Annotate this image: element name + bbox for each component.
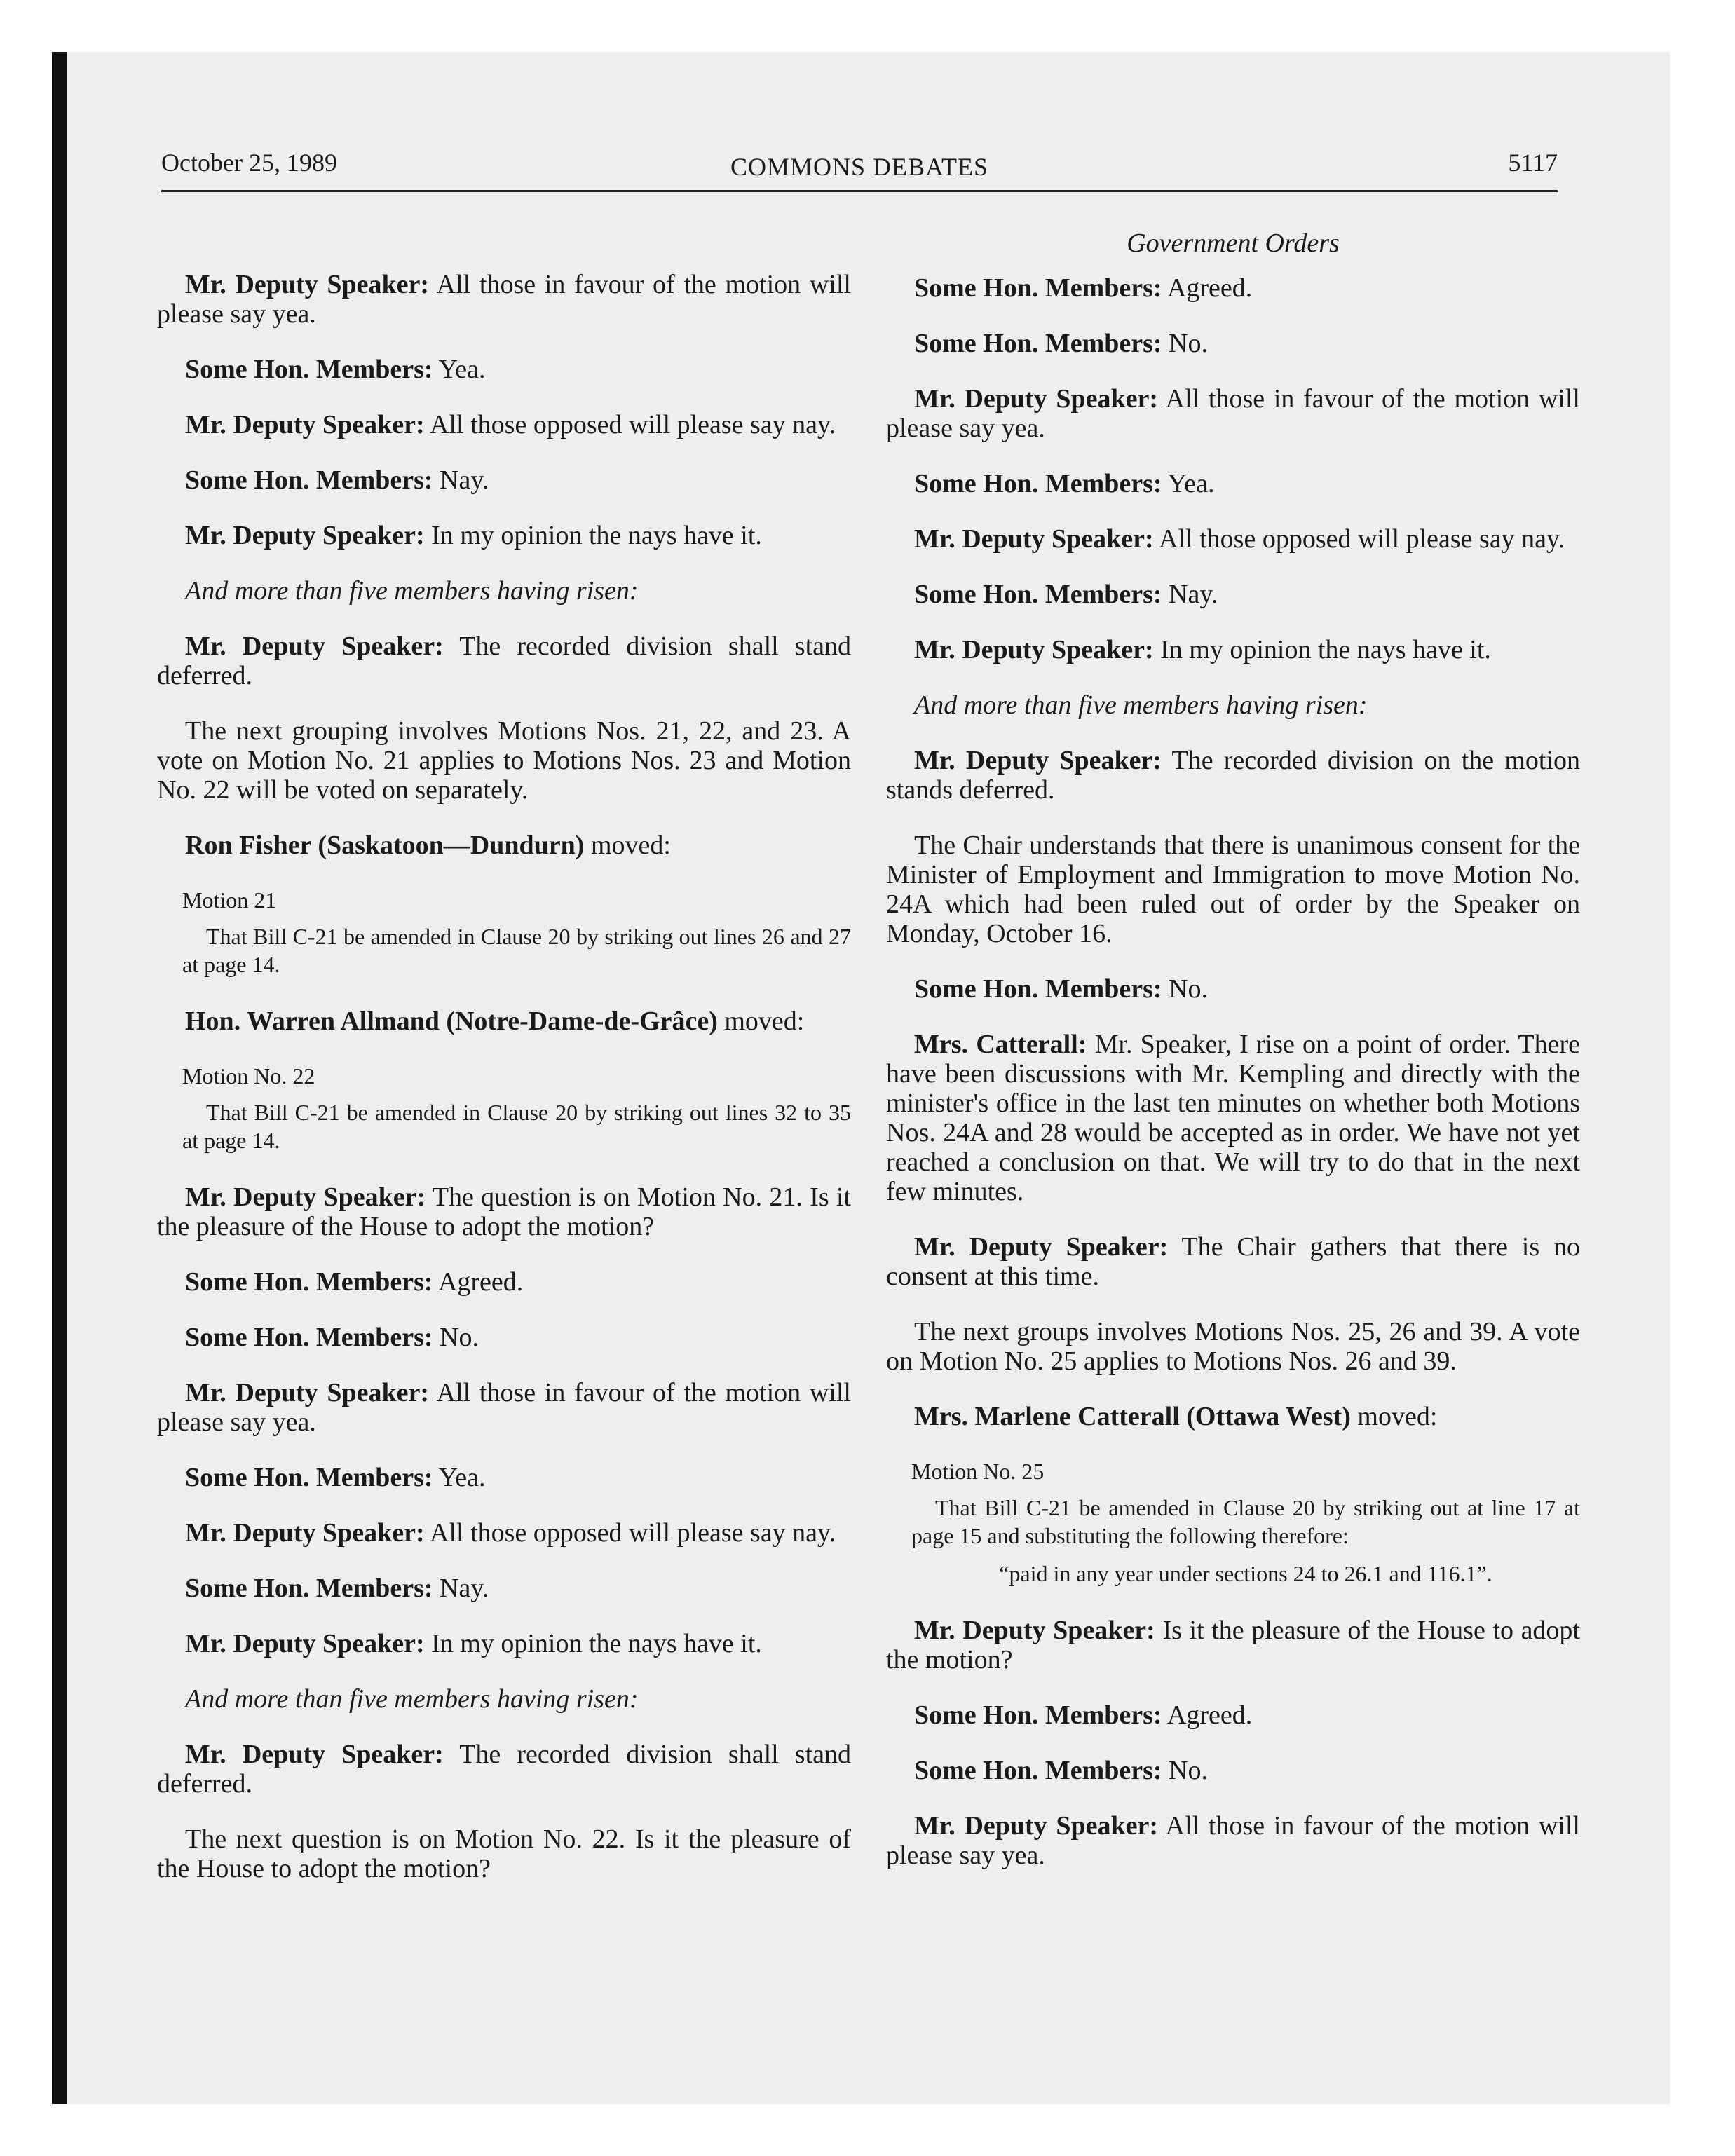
speech-paragraph	[886, 1232, 1580, 1291]
body-paragraph: The Chair understands that there is unanimous consent for the Minister of Employment and Immigration to move Motion No. 24A which had been ruled out of order by the Speaker on Monday, October 16.	[886, 831, 1580, 948]
speaker-name: Some Hon. Members:	[185, 355, 433, 384]
speech-paragraph	[886, 469, 1580, 498]
speech-text: Nay.	[433, 465, 489, 495]
speech-text: The recorded division on the motion stands deferred.	[886, 746, 1580, 805]
page-header	[161, 144, 1558, 192]
speaker-name: Some Hon. Members:	[914, 1700, 1162, 1730]
procedural-note: And more than five members having risen:	[185, 576, 639, 606]
speech-text: Agreed.	[1162, 273, 1253, 303]
speech-paragraph	[157, 1378, 851, 1437]
speech-paragraph	[886, 329, 1580, 358]
speech-paragraph	[157, 831, 851, 860]
speech-paragraph	[886, 580, 1580, 609]
speaker-name: Mrs. Marlene Catterall (Ottawa West)	[914, 1402, 1351, 1431]
speech-text: In my opinion the nays have it.	[1153, 635, 1491, 664]
speaker-name: Mr. Deputy Speaker:	[185, 1378, 430, 1407]
header-date: October 25, 1989	[161, 149, 337, 177]
speaker-name: Mr. Deputy Speaker:	[914, 1232, 1169, 1262]
right-column	[886, 273, 1580, 1896]
header-page-number: 5117	[1508, 149, 1558, 177]
motion-label: Motion No. 25	[911, 1459, 1045, 1484]
speaker-name: Mr. Deputy Speaker:	[185, 1629, 425, 1658]
speech-paragraph	[157, 1463, 851, 1492]
motion-text: That Bill C-21 be amended in Clause 20 by striking out lines 26 and 27 at page 14.	[182, 924, 851, 977]
speaker-name: Hon. Warren Allmand (Notre-Dame-de-Grâce)	[185, 1007, 718, 1036]
speech-text: moved:	[584, 831, 671, 860]
speech-paragraph	[157, 521, 851, 550]
speech-text: moved:	[717, 1007, 805, 1036]
speaker-name: Mr. Deputy Speaker:	[185, 1182, 426, 1212]
speech-text: The Chair gathers that there is no consent at this time.	[886, 1232, 1580, 1291]
speech-text: No.	[433, 1323, 479, 1352]
speaker-name: Some Hon. Members:	[185, 1267, 433, 1297]
running-head: Government Orders	[1127, 228, 1340, 258]
speaker-name: Mr. Deputy Speaker:	[185, 632, 444, 661]
speaker-name: Mr. Deputy Speaker:	[185, 521, 425, 550]
speech-paragraph	[157, 1574, 851, 1603]
speaker-name: Some Hon. Members:	[914, 580, 1162, 609]
speaker-name: Some Hon. Members:	[914, 273, 1162, 303]
speech-paragraph	[157, 270, 851, 329]
speech-text: Yea.	[433, 1463, 486, 1492]
speech-paragraph	[157, 1518, 851, 1548]
speaker-name: Mr. Deputy Speaker:	[185, 1740, 444, 1769]
speech-text: The question is on Motion No. 21. Is it the pleasure of the House to adopt the motion?	[157, 1182, 851, 1241]
speech-paragraph	[157, 1007, 851, 1036]
speech-text: All those in favour of the motion will please say yea.	[886, 384, 1580, 443]
speech-paragraph	[157, 355, 851, 384]
speech-paragraph	[157, 410, 851, 439]
speech-paragraph	[157, 632, 851, 690]
body-paragraph: The next question is on Motion No. 22. Is it the pleasure of the House to adopt the motion?	[157, 1824, 851, 1883]
speech-text: In my opinion the nays have it.	[424, 1629, 762, 1658]
speech-text: The recorded division shall stand deferred.	[157, 1740, 851, 1799]
speaker-name: Some Hon. Members:	[914, 469, 1162, 498]
speech-paragraph	[886, 1616, 1580, 1674]
motion-quote: “paid in any year under sections 24 to 26.1 and 116.1”.	[999, 1561, 1492, 1586]
speaker-name: Some Hon. Members:	[914, 1756, 1162, 1785]
speech-text: Is it the pleasure of the House to adopt the motion?	[886, 1616, 1580, 1674]
motion-text: That Bill C-21 be amended in Clause 20 by striking out lines 32 to 35 at page 14.	[182, 1100, 851, 1153]
speech-text: No.	[1162, 974, 1208, 1004]
speech-text: The recorded division shall stand deferred.	[157, 632, 851, 690]
speech-text: Mr. Speaker, I rise on a point of order. There have been discussions with Mr. Kempling and directly with the minister's office in the last ten minutes on whether both Motions Nos. 24A and 28 would be accepted as in order. We have not yet reached a conclusion on that. We will try to do that in the next few minutes.	[886, 1030, 1581, 1206]
motion-label: Motion 21	[182, 887, 277, 913]
speech-text: Nay.	[433, 1574, 489, 1603]
motion-label: Motion No. 22	[182, 1063, 315, 1089]
motion-text: That Bill C-21 be amended in Clause 20 by striking out at line 17 at page 15 and substituting the following therefore:	[911, 1495, 1580, 1548]
binding-edge	[52, 52, 67, 2104]
speech-text: All those in favour of the motion will please say yea.	[157, 1378, 851, 1437]
speech-paragraph	[886, 1402, 1580, 1431]
speech-paragraph	[886, 1811, 1580, 1870]
speech-text: All those opposed will please say nay.	[424, 1518, 836, 1548]
speech-paragraph	[886, 273, 1580, 303]
speech-paragraph	[886, 384, 1580, 443]
body-paragraph: The next groups involves Motions Nos. 25, 26 and 39. A vote on Motion No. 25 applies to Motions Nos. 26 and 39.	[886, 1317, 1580, 1376]
speaker-name: Mr. Deputy Speaker:	[914, 384, 1159, 414]
speaker-name: Mr. Deputy Speaker:	[914, 746, 1162, 775]
speaker-name: Some Hon. Members:	[185, 465, 433, 495]
speech-text: All those in favour of the motion will please say yea.	[157, 270, 851, 329]
speech-text: No.	[1162, 1756, 1208, 1785]
speech-paragraph	[886, 974, 1580, 1004]
speech-text: Agreed.	[1162, 1700, 1253, 1730]
speech-text: moved:	[1350, 1402, 1438, 1431]
speech-paragraph	[886, 1030, 1580, 1206]
speech-text: No.	[1162, 329, 1208, 358]
speaker-name: Mr. Deputy Speaker:	[185, 410, 425, 439]
speech-paragraph	[886, 1756, 1580, 1785]
speaker-name: Some Hon. Members:	[185, 1323, 433, 1352]
speech-paragraph	[157, 1740, 851, 1799]
speaker-name: Some Hon. Members:	[914, 329, 1162, 358]
left-column	[157, 270, 851, 1909]
speech-paragraph	[886, 746, 1580, 805]
speech-text: All those opposed will please say nay.	[424, 410, 836, 439]
speech-text: All those opposed will please say nay.	[1153, 524, 1565, 554]
speech-paragraph	[157, 1323, 851, 1352]
speech-text: Agreed.	[433, 1267, 524, 1297]
speaker-name: Some Hon. Members:	[914, 974, 1162, 1004]
speech-paragraph	[157, 1182, 851, 1241]
speech-text: All those in favour of the motion will please say yea.	[886, 1811, 1580, 1870]
speaker-name: Mr. Deputy Speaker:	[185, 270, 430, 299]
speaker-name: Some Hon. Members:	[185, 1463, 433, 1492]
speech-paragraph	[157, 1267, 851, 1297]
speaker-name: Mr. Deputy Speaker:	[914, 524, 1154, 554]
speaker-name: Mr. Deputy Speaker:	[185, 1518, 425, 1548]
body-paragraph: The next grouping involves Motions Nos. 21, 22, and 23. A vote on Motion No. 21 applies to Motions Nos. 23 and Motion No. 22 will be voted on separately.	[157, 716, 851, 805]
speech-text: In my opinion the nays have it.	[424, 521, 762, 550]
speaker-name: Mr. Deputy Speaker:	[914, 1616, 1155, 1645]
speech-paragraph	[886, 524, 1580, 554]
header-title: COMMONS DEBATES	[730, 153, 989, 181]
speech-text: Nay.	[1162, 580, 1218, 609]
speaker-name: Mr. Deputy Speaker:	[914, 1811, 1159, 1841]
speech-paragraph	[886, 635, 1580, 664]
speaker-name: Mr. Deputy Speaker:	[914, 635, 1154, 664]
speaker-name: Ron Fisher (Saskatoon—Dundurn)	[185, 831, 585, 860]
speech-text: Yea.	[1162, 469, 1215, 498]
procedural-note: And more than five members having risen:	[914, 690, 1368, 720]
speaker-name: Mrs. Catterall:	[914, 1030, 1087, 1059]
speech-paragraph	[157, 1629, 851, 1658]
procedural-note: And more than five members having risen:	[185, 1684, 639, 1714]
speech-text: Yea.	[433, 355, 486, 384]
speech-paragraph	[157, 465, 851, 495]
speaker-name: Some Hon. Members:	[185, 1574, 433, 1603]
speech-paragraph	[886, 1700, 1580, 1730]
